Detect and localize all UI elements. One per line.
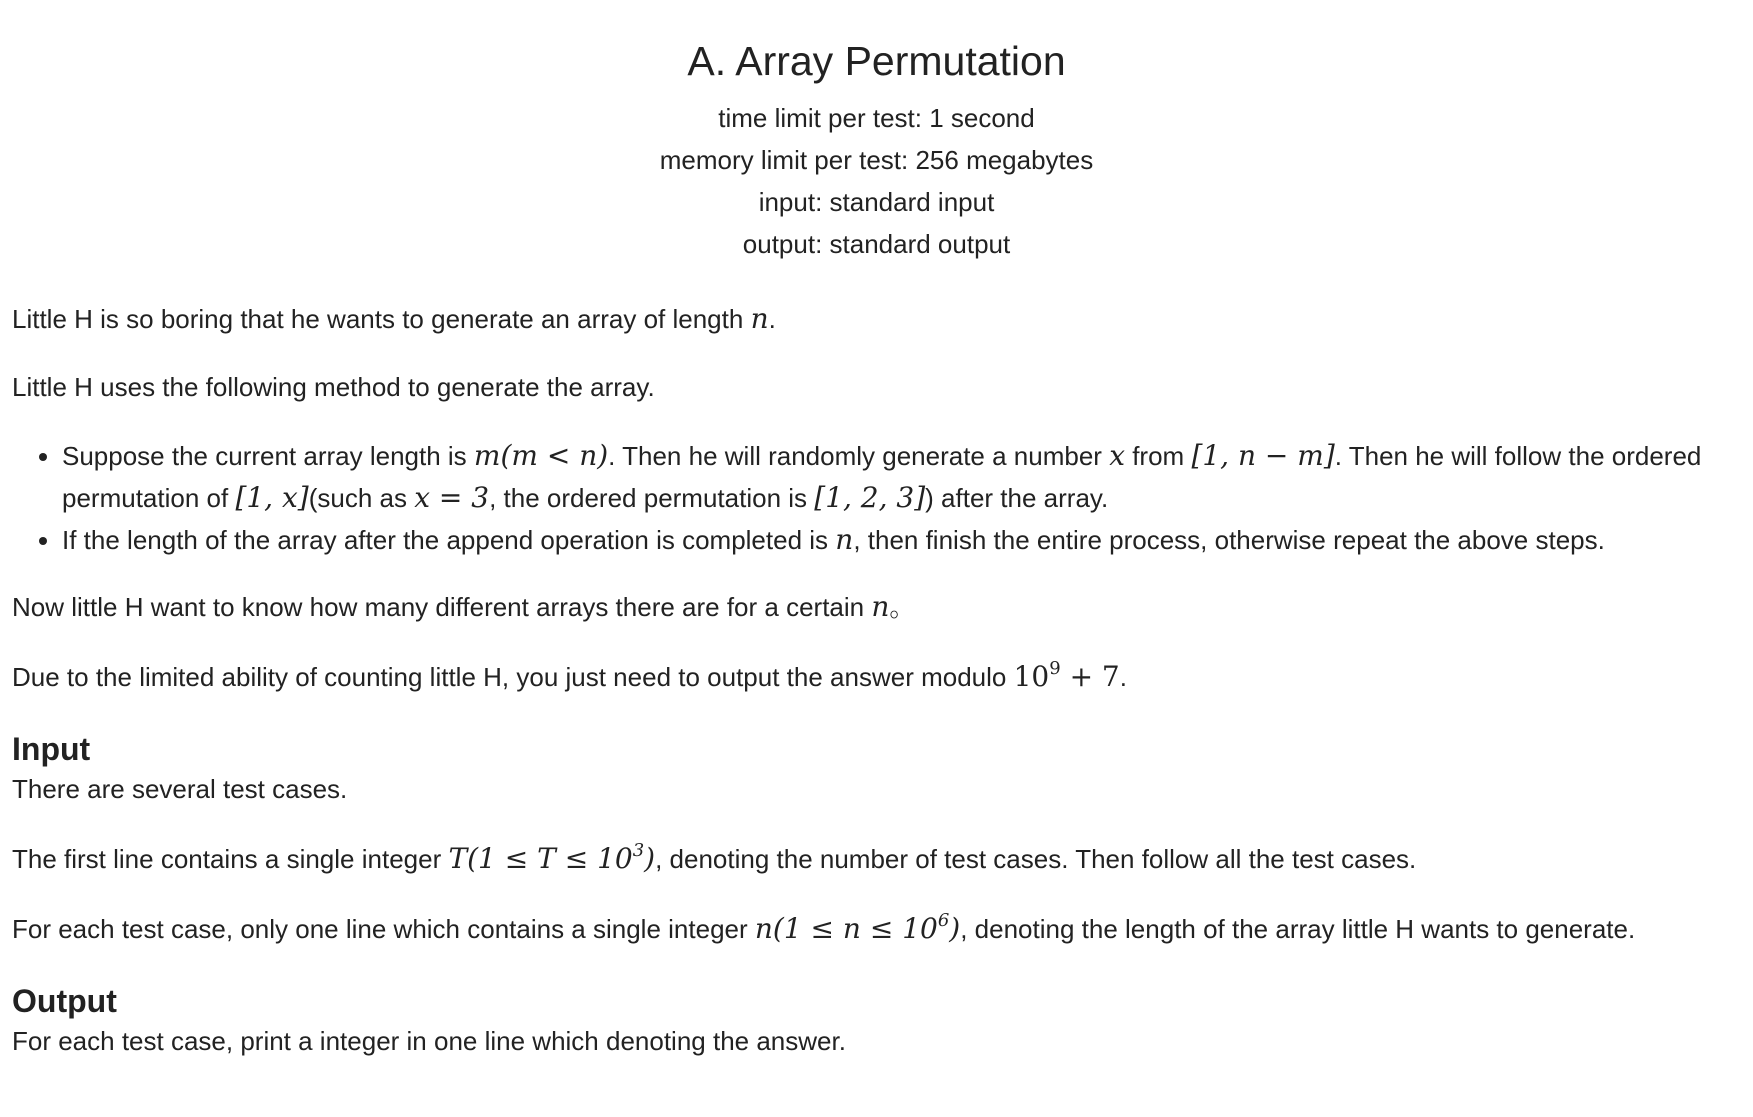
- math-n: n: [871, 590, 890, 623]
- math-expr: x = 3: [414, 481, 490, 514]
- problem-statement: [12, 299, 1753, 1061]
- time-limit: time limit per test: 1 second: [718, 103, 1035, 133]
- math-n: n: [750, 302, 769, 335]
- method-list: [12, 435, 1753, 561]
- math-expr: $T(1 \le T \le 10^3)$: [448, 840, 656, 875]
- output-section-title: Output: [12, 983, 117, 1019]
- problem-header: [12, 0, 1741, 265]
- statement-paragraph: Due to the limited ability of counting little H, you just need to output the answer modulo $10^9 + 7$.: [12, 658, 1127, 693]
- input-line: There are several test cases.: [12, 774, 348, 804]
- input-section-title: Input: [12, 731, 91, 767]
- statement-paragraph: Now little H want to know how many different arrays there are for a certain n。: [12, 590, 916, 623]
- output-specification: [12, 981, 1753, 1061]
- math-expr: m(m < n): [473, 439, 609, 472]
- memory-limit: memory limit per test: 256 megabytes: [659, 145, 1094, 175]
- input-line: For each test case, only one line which contains a single integer $n(1 \le n \le 10^6)$, denoting the length of the array little H wants to generate.: [12, 910, 1636, 945]
- math-expr: x: [1109, 439, 1125, 472]
- list-item: • Suppose the current array length is m(m < n). Then he will randomly generate a number x from [1, n − m]. Then he will follow the ordered permutation of [1, x](such as x = 3, the ordered permutation is [1, 2, 3]) after the array.: [62, 435, 1753, 519]
- problem-title: A. Array Permutation: [687, 38, 1066, 84]
- input-specification: [12, 729, 1753, 949]
- math-expr: $n(1 \le n \le 10^6)$: [754, 910, 961, 945]
- math-expr: [1, x]: [235, 481, 309, 514]
- output-file: output: standard output: [742, 229, 1011, 259]
- output-line: For each test case, print a integer in one line which denoting the answer.: [12, 1026, 846, 1056]
- list-item: • If the length of the array after the append operation is completed is n, then finish the entire process, otherwise repeat the above steps.: [62, 519, 1753, 561]
- problem-limits: [12, 97, 1741, 265]
- math-expr: [1, n − m]: [1191, 439, 1335, 472]
- statement-paragraph: Little H uses the following method to generate the array.: [12, 372, 655, 402]
- math-expr: [1, 2, 3]: [814, 481, 926, 514]
- input-file: input: standard input: [758, 187, 995, 217]
- statement-paragraph: Little H is so boring that he wants to generate an array of length n.: [12, 302, 776, 335]
- math-modulus: $10^9 + 7$: [1013, 658, 1120, 693]
- math-expr: n: [835, 523, 854, 556]
- input-line: The first line contains a single integer $T(1 \le T \le 10^3)$, denoting the number of test cases. Then follow all the test cases.: [12, 840, 1417, 875]
